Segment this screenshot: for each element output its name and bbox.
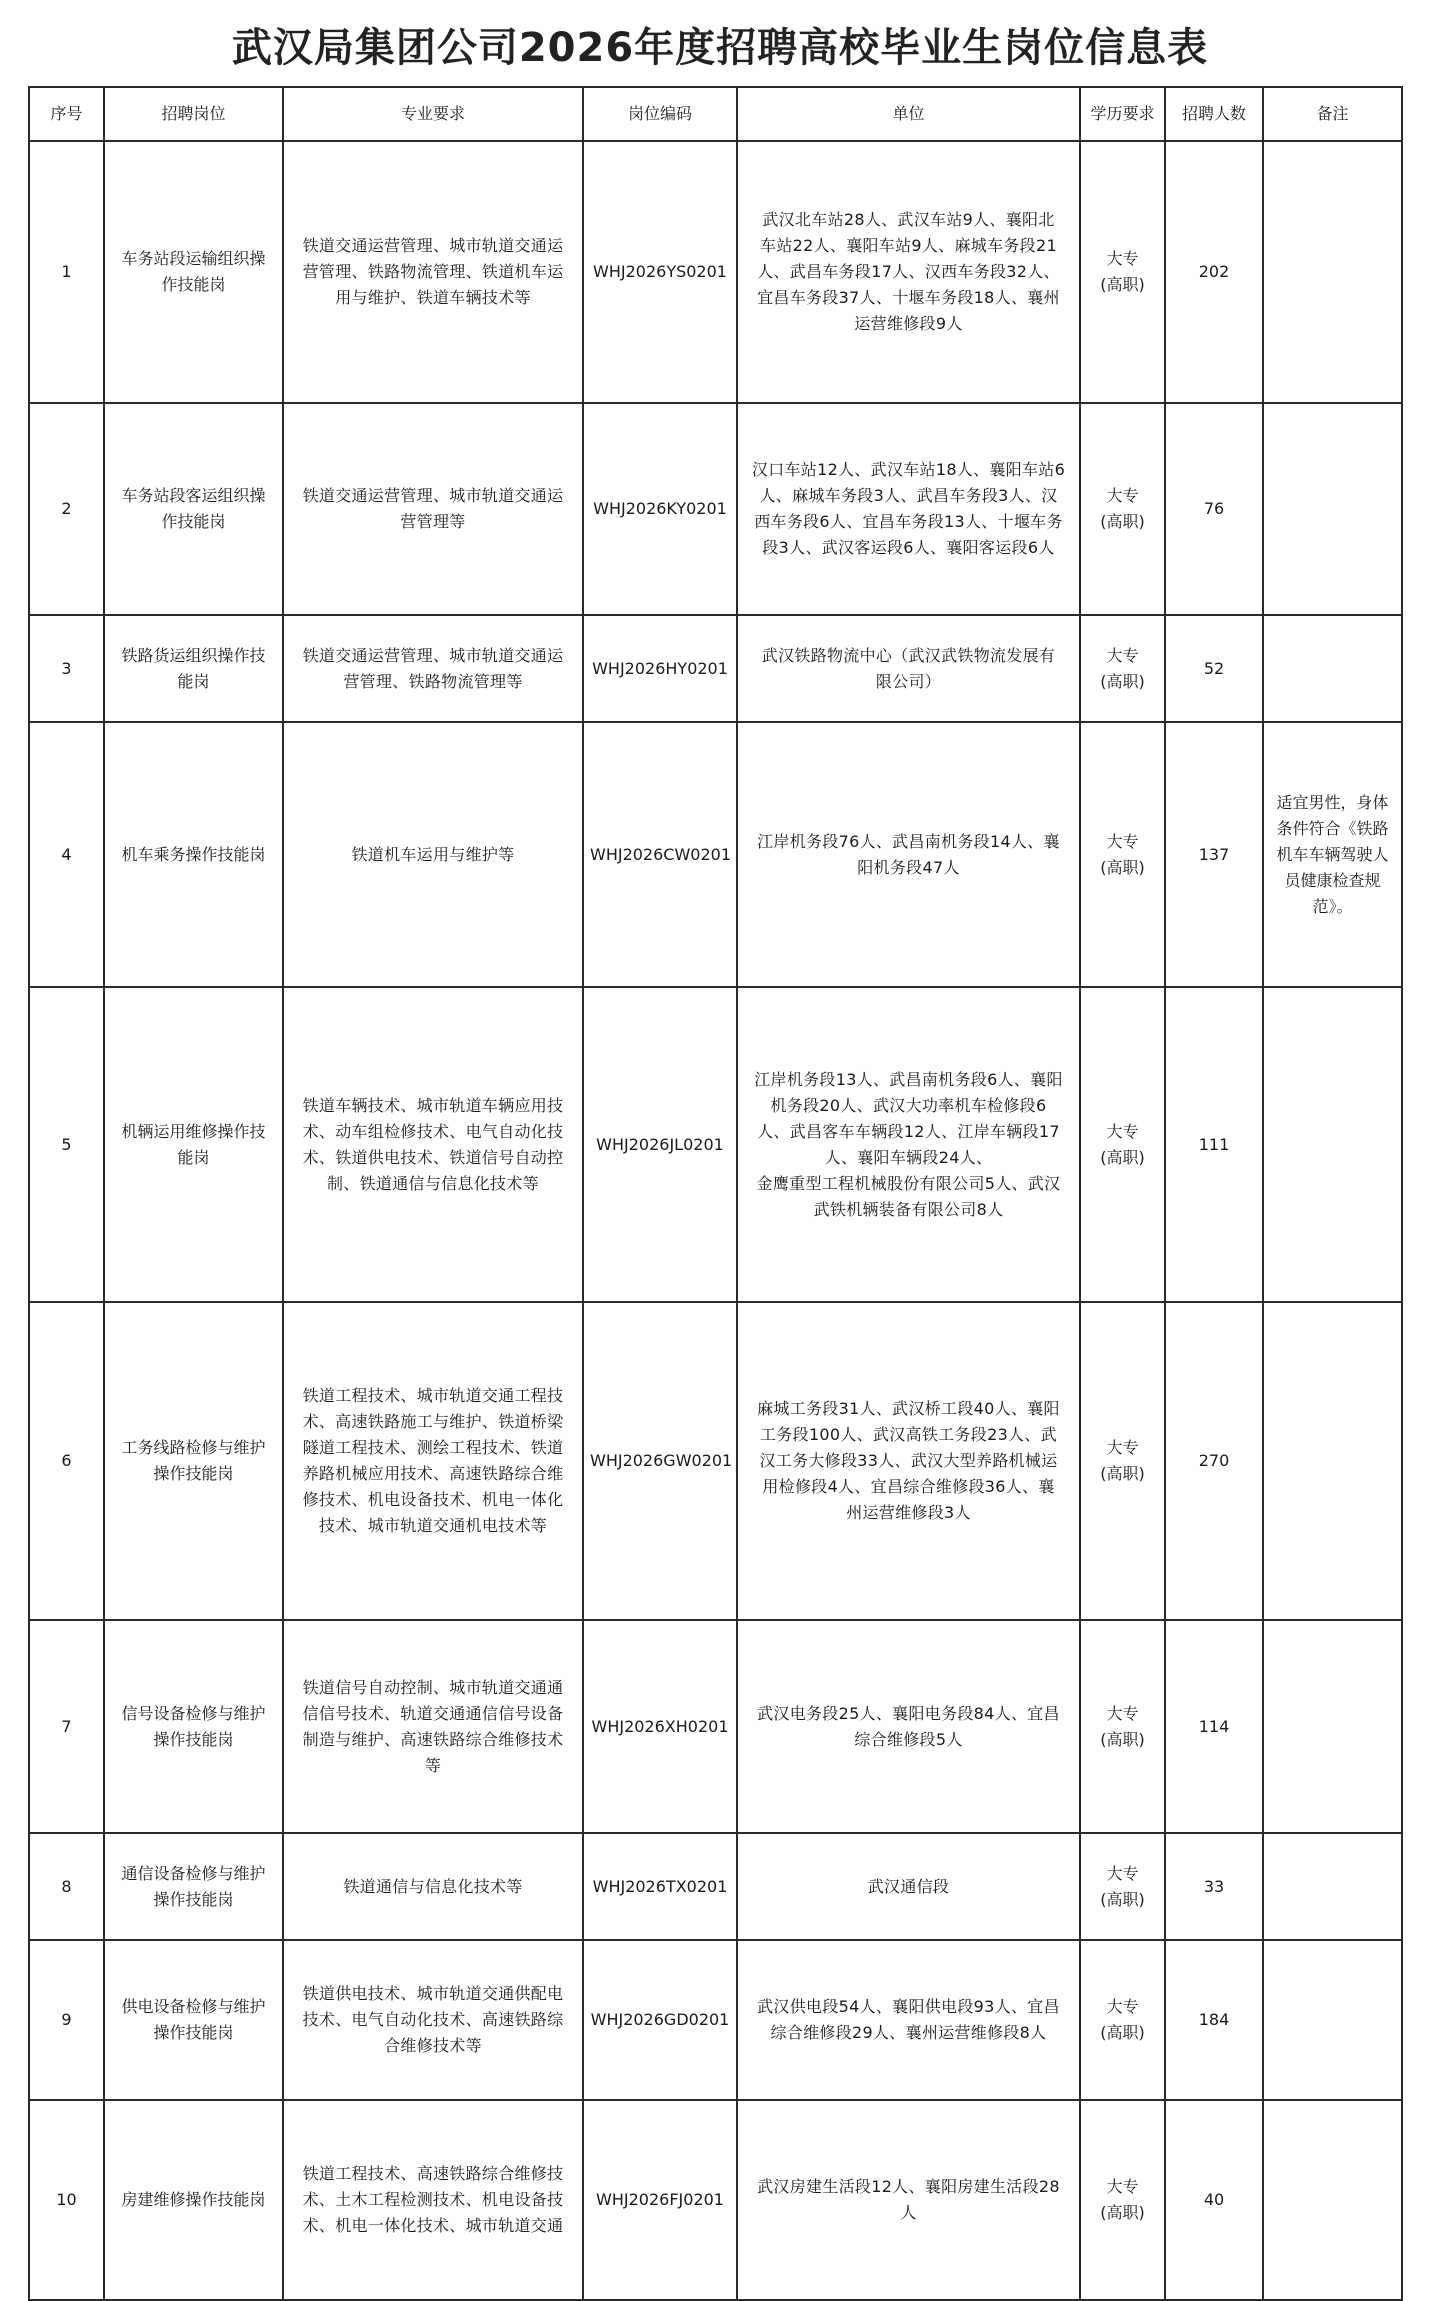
cell-unit: 武汉铁路物流中心（武汉武铁物流发展有 限公司） bbox=[737, 615, 1080, 722]
cell-position: 信号设备检修与维护 操作技能岗 bbox=[104, 1620, 283, 1833]
cell-unit: 武汉房建生活段12人、襄阳房建生活段28 人 bbox=[737, 2100, 1080, 2300]
table-row bbox=[29, 1620, 1402, 1833]
cell-note bbox=[1263, 1940, 1402, 2100]
cell-position: 房建维修操作技能岗 bbox=[104, 2100, 283, 2300]
cell-note bbox=[1263, 1620, 1402, 1833]
cell-code: WHJ2026HY0201 bbox=[583, 615, 737, 722]
cell-count: 270 bbox=[1165, 1302, 1263, 1620]
page-title: 武汉局集团公司2026年度招聘高校毕业生岗位信息表 bbox=[231, 25, 1209, 71]
table-row bbox=[29, 1940, 1402, 2100]
cell-major: 铁道车辆技术、城市轨道车辆应用技 术、动车组检修技术、电气自动化技 术、铁道供电技术、铁道信号自动控 制、铁道通信与信息化技术等 bbox=[283, 987, 583, 1302]
cell-major: 铁道交通运营管理、城市轨道交通运 营管理等 bbox=[283, 403, 583, 615]
cell-major: 铁道交通运营管理、城市轨道交通运 营管理、铁路物流管理等 bbox=[283, 615, 583, 722]
table-row bbox=[29, 987, 1402, 1302]
cell-unit: 武汉供电段54人、襄阳供电段93人、宜昌 综合维修段29人、襄州运营维修段8人 bbox=[737, 1940, 1080, 2100]
cell-no: 10 bbox=[29, 2100, 104, 2300]
cell-unit: 武汉电务段25人、襄阳电务段84人、宜昌 综合维修段5人 bbox=[737, 1620, 1080, 1833]
cell-no: 6 bbox=[29, 1302, 104, 1620]
cell-education: 大专 (高职) bbox=[1080, 141, 1165, 403]
cell-education: 大专 (高职) bbox=[1080, 2100, 1165, 2300]
table-header-row bbox=[29, 87, 1402, 141]
table-row bbox=[29, 722, 1402, 987]
job-table bbox=[28, 86, 1403, 2301]
cell-note: 适宜男性，身体 条件符合《铁路 机车车辆驾驶人 员健康检查规 范》。 bbox=[1263, 722, 1402, 987]
header-no: 序号 bbox=[29, 87, 104, 141]
cell-count: 137 bbox=[1165, 722, 1263, 987]
cell-education: 大专 (高职) bbox=[1080, 615, 1165, 722]
cell-code: WHJ2026JL0201 bbox=[583, 987, 737, 1302]
cell-major: 铁道机车运用与维护等 bbox=[283, 722, 583, 987]
cell-note bbox=[1263, 1833, 1402, 1940]
cell-unit: 江岸机务段76人、武昌南机务段14人、襄 阳机务段47人 bbox=[737, 722, 1080, 987]
cell-count: 40 bbox=[1165, 2100, 1263, 2300]
cell-code: WHJ2026CW0201 bbox=[583, 722, 737, 987]
header-note: 备注 bbox=[1263, 87, 1402, 141]
table-row bbox=[29, 615, 1402, 722]
cell-position: 通信设备检修与维护 操作技能岗 bbox=[104, 1833, 283, 1940]
cell-no: 4 bbox=[29, 722, 104, 987]
header-major: 专业要求 bbox=[283, 87, 583, 141]
header-unit: 单位 bbox=[737, 87, 1080, 141]
cell-position: 工务线路检修与维护 操作技能岗 bbox=[104, 1302, 283, 1620]
cell-count: 111 bbox=[1165, 987, 1263, 1302]
cell-no: 7 bbox=[29, 1620, 104, 1833]
cell-count: 52 bbox=[1165, 615, 1263, 722]
cell-major: 铁道工程技术、高速铁路综合维修技 术、土木工程检测技术、机电设备技 术、机电一体化技术、城市轨道交通 bbox=[283, 2100, 583, 2300]
cell-education: 大专 (高职) bbox=[1080, 987, 1165, 1302]
cell-code: WHJ2026GW0201 bbox=[583, 1302, 737, 1620]
cell-unit: 江岸机务段13人、武昌南机务段6人、襄阳 机务段20人、武汉大功率机车检修段6 人、武昌客车车辆段12人、江岸车辆段17 人、襄阳车辆段24人、 金鹰重型工程机械股份有限公司5人、武汉 武铁机辆装备有限公司8人 bbox=[737, 987, 1080, 1302]
cell-code: WHJ2026FJ0201 bbox=[583, 2100, 737, 2300]
cell-education: 大专 (高职) bbox=[1080, 722, 1165, 987]
cell-no: 5 bbox=[29, 987, 104, 1302]
cell-note bbox=[1263, 1302, 1402, 1620]
cell-count: 202 bbox=[1165, 141, 1263, 403]
cell-no: 2 bbox=[29, 403, 104, 615]
cell-code: WHJ2026XH0201 bbox=[583, 1620, 737, 1833]
cell-position: 铁路货运组织操作技 能岗 bbox=[104, 615, 283, 722]
cell-count: 114 bbox=[1165, 1620, 1263, 1833]
cell-major: 铁道通信与信息化技术等 bbox=[283, 1833, 583, 1940]
cell-position: 机辆运用维修操作技 能岗 bbox=[104, 987, 283, 1302]
cell-major: 铁道交通运营管理、城市轨道交通运 营管理、铁路物流管理、铁道机车运 用与维护、铁道车辆技术等 bbox=[283, 141, 583, 403]
cell-code: WHJ2026GD0201 bbox=[583, 1940, 737, 2100]
cell-no: 9 bbox=[29, 1940, 104, 2100]
cell-note bbox=[1263, 615, 1402, 722]
header-count: 招聘人数 bbox=[1165, 87, 1263, 141]
cell-code: WHJ2026KY0201 bbox=[583, 403, 737, 615]
cell-note bbox=[1263, 2100, 1402, 2300]
cell-position: 车务站段客运组织操 作技能岗 bbox=[104, 403, 283, 615]
cell-major: 铁道信号自动控制、城市轨道交通通 信信号技术、轨道交通通信信号设备 制造与维护、高速铁路综合维修技术 等 bbox=[283, 1620, 583, 1833]
cell-note bbox=[1263, 403, 1402, 615]
cell-code: WHJ2026TX0201 bbox=[583, 1833, 737, 1940]
cell-position: 供电设备检修与维护 操作技能岗 bbox=[104, 1940, 283, 2100]
cell-note bbox=[1263, 141, 1402, 403]
cell-education: 大专 (高职) bbox=[1080, 1620, 1165, 1833]
header-education: 学历要求 bbox=[1080, 87, 1165, 141]
table-row bbox=[29, 141, 1402, 403]
cell-education: 大专 (高职) bbox=[1080, 1302, 1165, 1620]
table-row bbox=[29, 1302, 1402, 1620]
header-code: 岗位编码 bbox=[583, 87, 737, 141]
cell-no: 1 bbox=[29, 141, 104, 403]
table-row bbox=[29, 2100, 1402, 2300]
cell-position: 车务站段运输组织操 作技能岗 bbox=[104, 141, 283, 403]
table-row bbox=[29, 403, 1402, 615]
cell-education: 大专 (高职) bbox=[1080, 403, 1165, 615]
cell-count: 184 bbox=[1165, 1940, 1263, 2100]
cell-major: 铁道供电技术、城市轨道交通供配电 技术、电气自动化技术、高速铁路综 合维修技术等 bbox=[283, 1940, 583, 2100]
cell-position: 机车乘务操作技能岗 bbox=[104, 722, 283, 987]
cell-note bbox=[1263, 987, 1402, 1302]
cell-unit: 武汉通信段 bbox=[737, 1833, 1080, 1940]
cell-unit: 麻城工务段31人、武汉桥工段40人、襄阳 工务段100人、武汉高铁工务段23人、武 汉工务大修段33人、武汉大型养路机械运 用检修段4人、宜昌综合维修段36人、襄 州运营维修段3人 bbox=[737, 1302, 1080, 1620]
cell-no: 8 bbox=[29, 1833, 104, 1940]
cell-unit: 汉口车站12人、武汉车站18人、襄阳车站6 人、麻城车务段3人、武昌车务段3人、汉 西车务段6人、宜昌车务段13人、十堰车务 段3人、武汉客运段6人、襄阳客运段6人 bbox=[737, 403, 1080, 615]
cell-count: 33 bbox=[1165, 1833, 1263, 1940]
cell-count: 76 bbox=[1165, 403, 1263, 615]
cell-major: 铁道工程技术、城市轨道交通工程技 术、高速铁路施工与维护、铁道桥梁 隧道工程技术、测绘工程技术、铁道 养路机械应用技术、高速铁路综合维 修技术、机电设备技术、机电一体化 技术、城市轨道交通机电技术等 bbox=[283, 1302, 583, 1620]
header-position: 招聘岗位 bbox=[104, 87, 283, 141]
table-row bbox=[29, 1833, 1402, 1940]
cell-unit: 武汉北车站28人、武汉车站9人、襄阳北 车站22人、襄阳车站9人、麻城车务段21 人、武昌车务段17人、汉西车务段32人、 宜昌车务段37人、十堰车务段18人、襄州 运营维修段9人 bbox=[737, 141, 1080, 403]
cell-education: 大专 (高职) bbox=[1080, 1940, 1165, 2100]
cell-no: 3 bbox=[29, 615, 104, 722]
cell-education: 大专 (高职) bbox=[1080, 1833, 1165, 1940]
cell-code: WHJ2026YS0201 bbox=[583, 141, 737, 403]
